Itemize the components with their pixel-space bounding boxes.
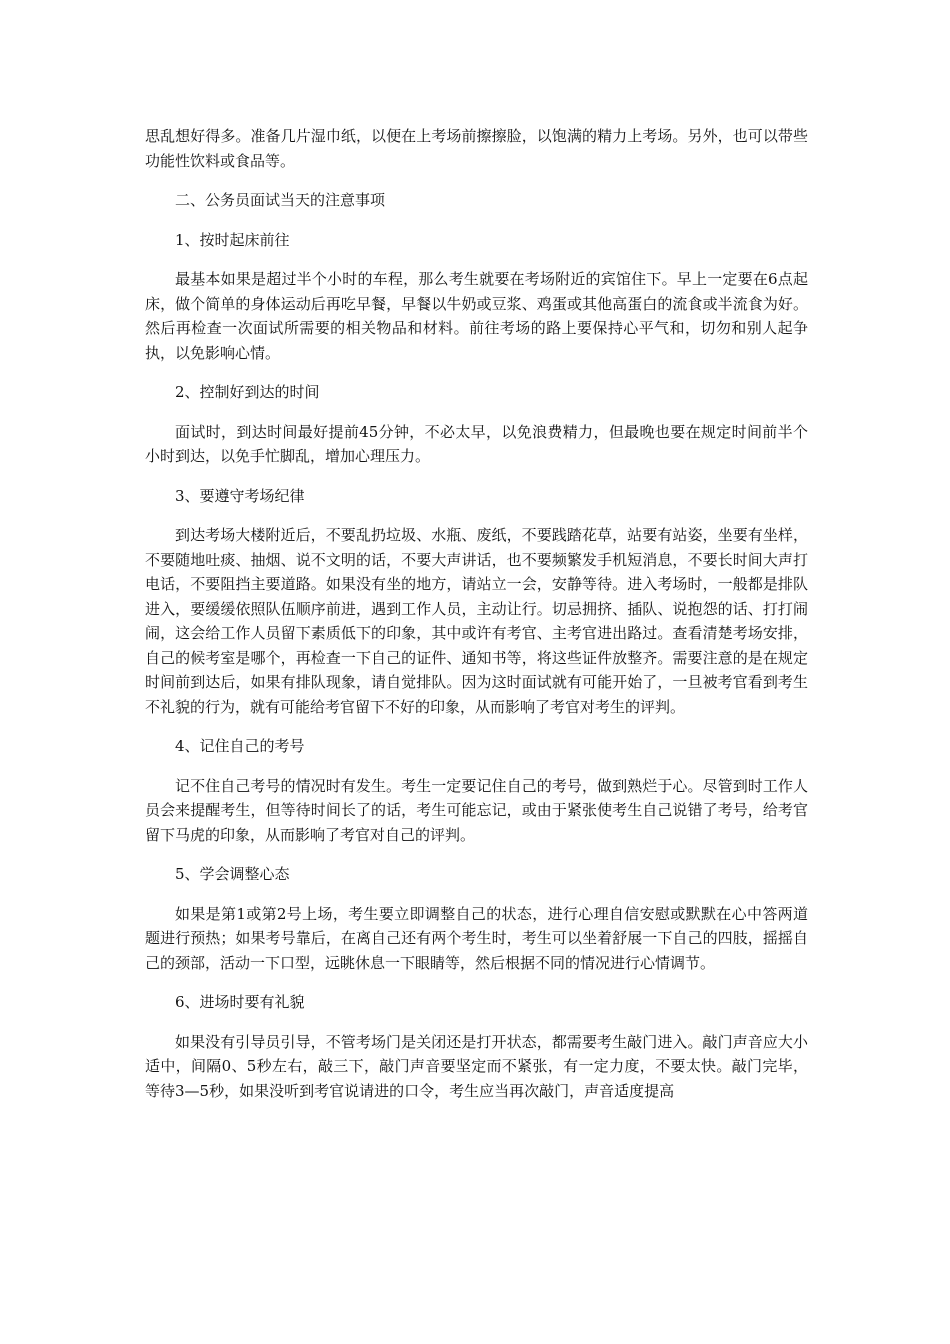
paragraph: 到达考场大楼附近后，不要乱扔垃圾、水瓶、废纸，不要践踏花草，站要有站姿，坐要有坐样，不要随地吐痰、抽烟、说不文明的话，不要大声讲话，也不要频繁发手机短消息，不要长时间大声打电话，不要阻挡主要道路。如果没有坐的地方，请站立一会，安静等待。进入考场时，一般都是排队进入，要缓缓依照队伍顺序前进，遇到工作人员，主动让行。切忌拥挤、插队、说抱怨的话、打打闹闹，这会给工作人员留下素质低下的印象，其中或许有考官、主考官进出路过。查看清楚考场安排，自己的候考室是哪个，再检查一下自己的证件、通知书等，将这些证件放整齐。需要注意的是在规定时间前到达后，如果有排队现象，请自觉排队。因为这时面试就有可能开始了，一旦被考官看到考生不礼貌的行为，就有可能给考官留下不好的印象，从而影响了考官对考生的评判。	[145, 526, 808, 716]
subsection-heading: 6、进场时要有礼貌	[175, 993, 305, 1011]
subsection-heading: 5、学会调整心态	[175, 865, 290, 883]
section-heading: 二、公务员面试当天的注意事项	[175, 191, 386, 209]
subsection-heading: 4、记住自己的考号	[175, 737, 305, 755]
paragraph-continuation: 思乱想好得多。准备几片湿巾纸，以便在上考场前擦擦脸，以饱满的精力上考场。另外，也可以带些功能性饮料或食品等。	[145, 127, 808, 170]
paragraph: 记不住自己考号的情况时有发生。考生一定要记住自己的考号，做到熟烂于心。尽管到时工作人员会来提醒考生，但等待时间长了的话，考生可能忘记，或由于紧张使考生自己说错了考号，给考官留下马虎的印象，从而影响了考官对自己的评判。	[145, 776, 808, 844]
paragraph: 面试时，到达时间最好提前45分钟，不必太早，以免浪费精力，但最晚也要在规定时间前半个小时到达，以免手忙脚乱，增加心理压力。	[145, 422, 808, 465]
paragraph: 最基本如果是超过半个小时的车程，那么考生就要在考场附近的宾馆住下。早上一定要在6点起床，做个简单的身体运动后再吃早餐，早餐以牛奶或豆浆、鸡蛋或其他高蛋白的流食或半流食为好。然后再检查一次面试所需要的相关物品和材料。前往考场的路上要保持心平气和，切勿和别人起争执，以免影响心情。	[145, 270, 808, 362]
paragraph: 如果是第1或第2号上场，考生要立即调整自己的状态，进行心理自信安慰或默默在心中答两道题进行预热；如果考号靠后，在离自己还有两个考生时，考生可以坐着舒展一下自己的四肢，摇摇自己的颈部，活动一下口型，远眺休息一下眼睛等，然后根据不同的情况进行心情调节。	[145, 904, 808, 972]
subsection-heading: 1、按时起床前往	[175, 230, 290, 249]
subsection-heading: 2、控制好到达的时间	[175, 383, 320, 401]
document-body	[145, 124, 808, 1118]
subsection-heading: 3、要遵守考场纪律	[175, 486, 305, 505]
paragraph: 如果没有引导员引导，不管考场门是关闭还是打开状态，都需要考生敲门进入。敲门声音应大小适中，间隔0、5秒左右，敲三下，敲门声音要坚定而不紧张，有一定力度，不要太快。敲门完毕，等待3—5秒，如果没听到考官说请进的口令，考生应当再次敲门，声音适度提高	[145, 1032, 808, 1100]
